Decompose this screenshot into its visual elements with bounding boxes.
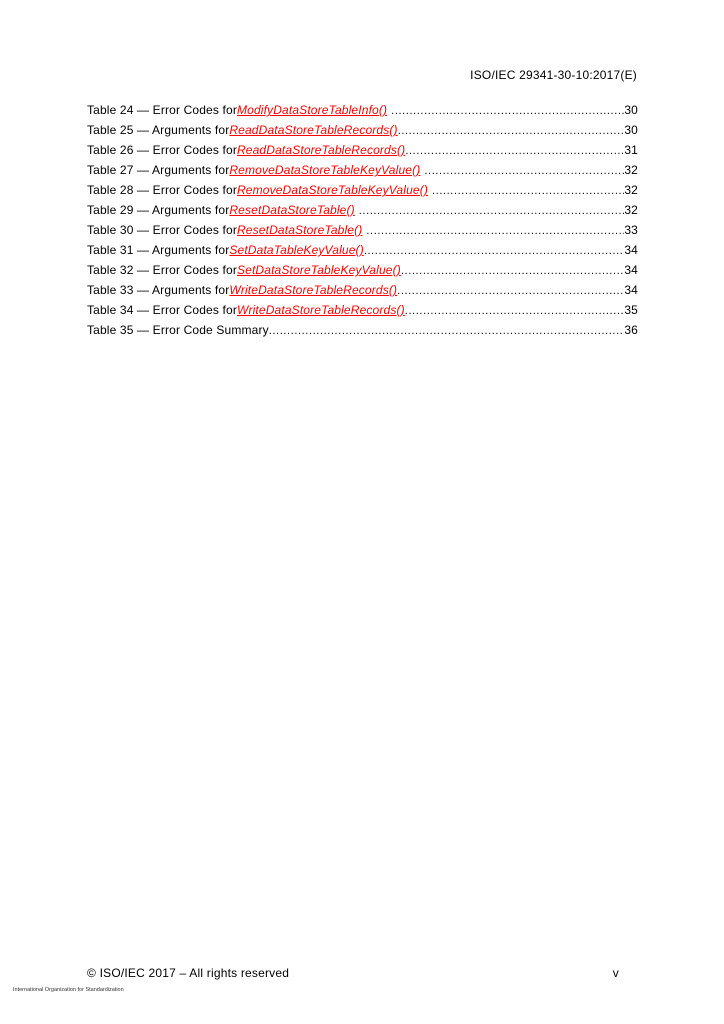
toc-leader-dots [401, 263, 624, 279]
toc-entry-title: Table 29 — Arguments for [87, 203, 230, 217]
list-of-tables [87, 102, 638, 342]
toc-entry-title: Table 34 — Error Codes for [87, 303, 237, 317]
toc-entry-link[interactable]: ReadDataStoreTableRecords() [236, 143, 406, 157]
toc-entry-title: Table 25 — Arguments for [87, 123, 230, 137]
toc-entry-table-26 [87, 142, 638, 162]
toc-entry-table-32 [87, 262, 638, 282]
toc-entry-title: Table 27 — Arguments for [87, 163, 230, 177]
toc-entry-link[interactable]: ReadDataStoreTableRecords() [229, 123, 398, 137]
toc-leader-dots [269, 323, 625, 339]
toc-entry-page-number: 31 [624, 143, 638, 157]
toc-entry-page-number: 32 [624, 183, 638, 197]
toc-entry-page-number: 34 [624, 283, 638, 297]
toc-entry-page-number: 32 [624, 163, 638, 177]
toc-leader-dots [398, 123, 625, 139]
toc-entry-table-29 [87, 202, 638, 222]
toc-leader-dots [366, 223, 624, 239]
toc-entry-table-27 [87, 162, 638, 182]
toc-entry-table-28 [87, 182, 638, 202]
toc-entry-link[interactable]: ModifyDataStoreTableInfo() [236, 103, 388, 117]
toc-entry-table-35 [87, 322, 638, 342]
document-id-header: ISO/IEC 29341-30-10:2017(E) [470, 68, 637, 82]
toc-entry-title: Table 32 — Error Codes for [87, 263, 237, 277]
toc-entry-title: Table 33 — Arguments for [87, 283, 230, 297]
toc-entry-page-number: 35 [624, 303, 638, 317]
page-footer [87, 966, 619, 980]
toc-entry-link[interactable]: SetDataStoreTableKeyValue() [236, 263, 401, 277]
toc-entry-link[interactable]: SetDataTableKeyValue() [229, 243, 364, 257]
toc-entry-page-number: 33 [624, 223, 638, 237]
toc-entry-table-34 [87, 302, 638, 322]
toc-entry-page-number: 30 [624, 103, 638, 117]
toc-entry-table-31 [87, 242, 638, 262]
toc-entry-page-number: 36 [624, 323, 638, 337]
toc-entry-title: Table 35 — Error Code Summary [87, 323, 269, 337]
toc-entry-page-number: 34 [624, 263, 638, 277]
toc-entry-link[interactable]: WriteDataStoreTableRecords() [229, 283, 398, 297]
toc-entry-page-number: 30 [624, 123, 638, 137]
toc-leader-dots [424, 163, 624, 179]
toc-leader-dots [359, 203, 625, 219]
toc-entry-link[interactable]: RemoveDataStoreTableKeyValue() [236, 183, 429, 197]
copyright-notice: © ISO/IEC 2017 – All rights reserved [87, 966, 290, 980]
toc-entry-link[interactable]: WriteDataStoreTableRecords() [236, 303, 405, 317]
toc-leader-dots [391, 103, 624, 119]
toc-entry-table-24 [87, 102, 638, 122]
toc-entry-title: Table 28 — Error Codes for [87, 183, 237, 197]
page-number: v [612, 966, 619, 980]
toc-leader-dots [397, 283, 624, 299]
toc-leader-dots [405, 143, 624, 159]
toc-entry-link[interactable]: RemoveDataStoreTableKeyValue() [229, 163, 421, 177]
toc-entry-title: Table 24 — Error Codes for [87, 103, 237, 117]
toc-entry-page-number: 32 [624, 203, 638, 217]
toc-leader-dots [364, 243, 625, 259]
toc-entry-page-number: 34 [624, 243, 638, 257]
toc-entry-title: Table 26 — Error Codes for [87, 143, 237, 157]
toc-entry-table-30 [87, 222, 638, 242]
toc-entry-title: Table 31 — Arguments for [87, 243, 230, 257]
toc-entry-title: Table 30 — Error Codes for [87, 223, 237, 237]
toc-leader-dots [432, 183, 624, 199]
toc-entry-table-33 [87, 282, 638, 302]
toc-entry-table-25 [87, 122, 638, 142]
toc-entry-link[interactable]: ResetDataStoreTable() [229, 203, 355, 217]
toc-leader-dots [405, 303, 625, 319]
toc-entry-link[interactable]: ResetDataStoreTable() [236, 223, 363, 237]
organization-name: International Organization for Standardization [13, 987, 124, 993]
